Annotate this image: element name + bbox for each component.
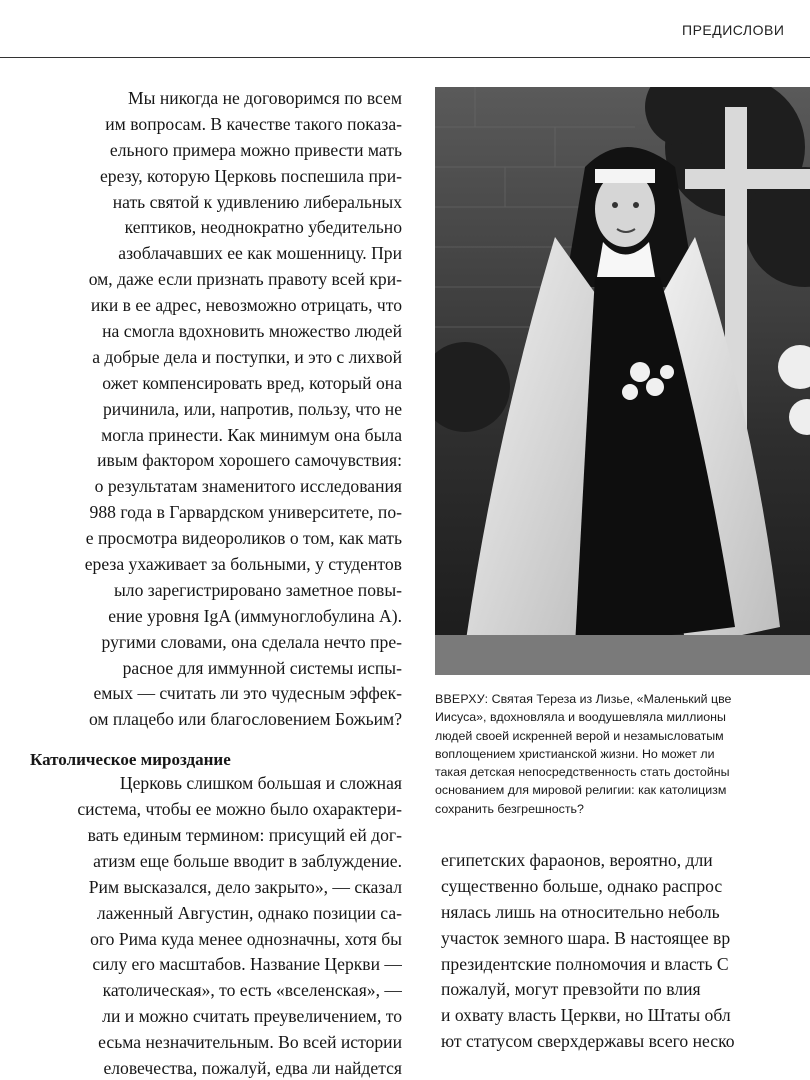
text-line: Мы никогда не договоримся по всем: [128, 88, 402, 108]
text-line: ерезу, которую Церковь поспешила при-: [99, 165, 402, 186]
text-line: католическая», то есть «вселенская», —: [102, 980, 402, 1001]
text-line: 988 года в Гарвардском университете, по-: [89, 502, 402, 523]
nun-with-cross-photo: [435, 87, 810, 675]
text-line: ожет компенсировать вред, который она: [102, 372, 402, 393]
text-line: емых — считать ли это чудесным эффек-: [93, 683, 402, 704]
text-line: лаженный Августин, однако позиции са-: [96, 902, 402, 923]
section-subheading: Католическое мироздание: [30, 750, 231, 770]
text-line: и охвату власть Церкви, но Штаты обл: [441, 1005, 731, 1026]
text-line: ение уровня IgA (иммуноглобулина А).: [108, 605, 402, 626]
text-line: ыло зарегистрировано заметное повы-: [113, 579, 402, 600]
text-line: е просмотра видеороликов о том, как мать: [85, 528, 402, 549]
text-line: о результатам знаменитого исследования: [94, 476, 402, 497]
text-line: а добрые дела и поступки, и это с лихвой: [92, 346, 402, 367]
text-line: ереза ухаживает за больными, у студентов: [84, 554, 402, 575]
text-line: ли и можно считать преувеличением, то: [102, 1006, 402, 1027]
text-line: президентские полномочия и власть С: [441, 953, 729, 974]
text-line: ом плацебо или благословением Божьим?: [88, 709, 402, 730]
text-line: ричинила, или, напротив, пользу, что не: [103, 398, 402, 419]
caption-line: Святая Тереза из Лизье, «Маленький цве: [488, 692, 732, 706]
caption-line: такая детская непосредственность стать достойны: [435, 765, 730, 780]
text-line: система, чтобы ее можно было охарактери-: [77, 799, 402, 820]
text-line: атизм еще больше вводит в заблуждение.: [93, 850, 402, 871]
right-paragraph: [441, 848, 810, 1055]
text-line: участок земного шара. В настоящее вр: [441, 927, 731, 948]
text-line: силу его масштабов. Название Церкви —: [92, 954, 402, 975]
running-title: ПРЕДИСЛОВИ: [682, 22, 785, 38]
left-paragraph-2: [0, 771, 402, 1080]
text-line: расное для иммунной системы испы-: [122, 657, 402, 678]
photo-caption: [435, 690, 810, 840]
text-line: вать единым термином: присущий ей дог-: [87, 824, 402, 845]
left-text-column: [0, 86, 402, 1080]
caption-line: Иисуса», вдохновляла и воодушевляла миллионы: [435, 710, 726, 725]
text-line: могла принести. Как минимум она была: [101, 424, 402, 445]
text-line: египетских фараонов, вероятно, дли: [441, 850, 713, 870]
text-line: кептиков, неоднократно убедительно: [124, 217, 402, 238]
text-line: ивым фактором хорошего самочувствия:: [97, 450, 402, 471]
text-line: азоблачавших ее как мошенницу. При: [118, 243, 402, 264]
header-rule: [0, 57, 810, 58]
text-line: существенно больше, однако распрос: [441, 875, 723, 896]
text-line: ругими словами, она сделала нечто пре-: [101, 631, 402, 652]
left-paragraph-1: [0, 86, 402, 733]
text-line: ого Рима куда менее однозначны, хотя бы: [90, 928, 402, 949]
text-line: пожалуй, могут превзойти по влия: [441, 979, 701, 1000]
caption-line: людей своей искренней верой и незамысловатым: [435, 728, 724, 743]
caption-line: воплощением христианской жизни. Но может ли: [435, 746, 715, 761]
text-line: ют статусом сверхдержавы всего неско: [441, 1031, 735, 1052]
text-line: еловечества, пожалуй, едва ли найдется: [103, 1057, 402, 1078]
caption-label: ВВЕРХУ:: [435, 692, 489, 706]
text-line: нялась лишь на относительно неболь: [441, 901, 720, 922]
text-line: ом, даже если признать правоту всей кри-: [88, 269, 402, 290]
text-line: им вопросам. В качестве такого показа-: [105, 113, 402, 134]
caption-line: основанием для мировой религии: как католицизм: [435, 783, 727, 798]
caption-line: сохранить безгрешность?: [435, 801, 584, 816]
text-line: ики в ее адрес, невозможно отрицать, что: [90, 295, 402, 316]
text-line: на смогла вдохновить множество людей: [102, 321, 402, 342]
text-line: Церковь слишком большая и сложная: [119, 773, 402, 794]
text-line: Рим высказался, дело закрыто», — сказал: [88, 876, 402, 897]
section-gap: [0, 733, 402, 745]
text-line: есьма незначительным. Во всей истории: [98, 1032, 402, 1053]
right-text-column: [441, 848, 810, 1080]
caption-first-line: [435, 690, 810, 708]
text-line: нать святой к удивлению либеральных: [112, 191, 402, 212]
text-line: ельного примера можно привести мать: [109, 139, 402, 160]
